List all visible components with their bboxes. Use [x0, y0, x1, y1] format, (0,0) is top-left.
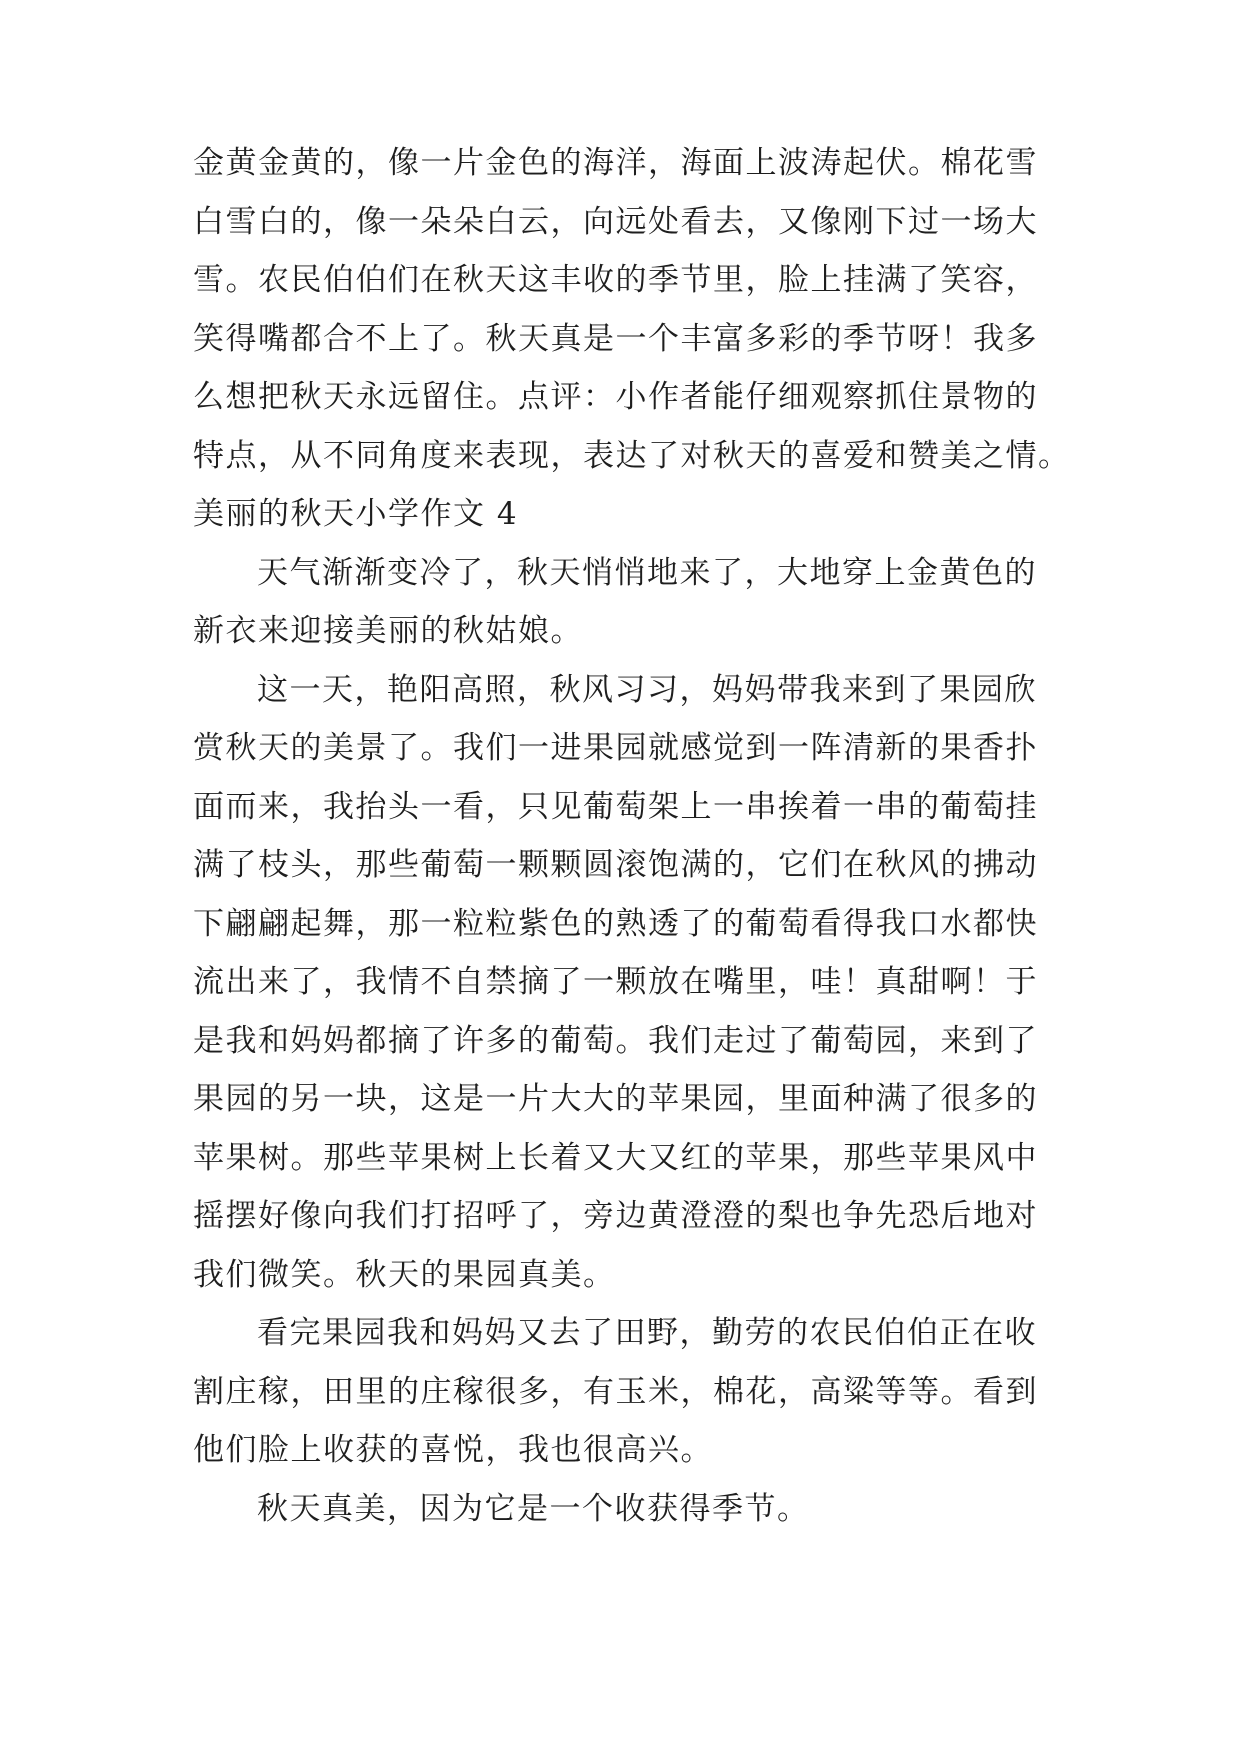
text-line: 他们脸上收获的喜悦，我也很高兴。	[193, 1432, 713, 1468]
text-line: 赏秋天的美景了。我们一进果园就感觉到一阵清新的果香扑	[193, 730, 1038, 766]
text-line: 是我和妈妈都摘了许多的葡萄。我们走过了葡萄园，来到了	[193, 1022, 1038, 1059]
text-line: 金黄金黄的，像一片金色的海洋，海面上波涛起伏。棉花雪	[193, 145, 1038, 181]
text-line: 果园的另一块，这是一片大大的苹果园，里面种满了很多的	[193, 1081, 1038, 1117]
text-line: 笑得嘴都合不上了。秋天真是一个丰富多彩的季节呀！我多	[193, 320, 1038, 357]
text-line: 特点，从不同角度来表现，表达了对秋天的喜爱和赞美之情。	[193, 437, 1071, 474]
text-line: 满了枝头，那些葡萄一颗颗圆滚饱满的，它们在秋风的拂动	[193, 847, 1038, 883]
text-line: 面而来，我抬头一看，只见葡萄架上一串挨着一串的葡萄挂	[193, 788, 1038, 825]
text-line: 下翩翩起舞，那一粒粒紫色的熟透了的葡萄看得我口水都快	[193, 905, 1038, 942]
text-line: 看完果园我和妈妈又去了田野，勤劳的农民伯伯正在收	[257, 1315, 1037, 1351]
text-line: 我们微笑。秋天的果园真美。	[193, 1256, 616, 1293]
text-line: 苹果树。那些苹果树上长着又大又红的苹果，那些苹果风中	[193, 1139, 1038, 1176]
text-line: 白雪白的，像一朵朵白云，向远处看去，又像刚下过一场大	[193, 203, 1038, 240]
text-line: 流出来了，我情不自禁摘了一颗放在嘴里，哇！真甜啊！于	[193, 964, 1038, 1000]
text-line: 割庄稼，田里的庄稼很多，有玉米，棉花，高粱等等。看到	[193, 1373, 1038, 1410]
essay-body	[193, 134, 1073, 1538]
text-line: 新衣来迎接美丽的秋姑娘。	[193, 613, 583, 649]
text-line: 摇摆好像向我们打招呼了，旁边黄澄澄的梨也争先恐后地对	[193, 1198, 1038, 1234]
text-line: 天气渐渐变冷了，秋天悄悄地来了，大地穿上金黄色的	[257, 554, 1037, 591]
text-line: 这一天，艳阳高照，秋风习习，妈妈带我来到了果园欣	[257, 671, 1037, 708]
text-line: 雪。农民伯伯们在秋天这丰收的季节里，脸上挂满了笑容，	[193, 262, 1038, 298]
section-title: 美丽的秋天小学作文 4	[193, 496, 519, 532]
text-line: 秋天真美，因为它是一个收获得季节。	[257, 1490, 810, 1527]
text-line: 么想把秋天永远留住。点评：小作者能仔细观察抓住景物的	[193, 379, 1038, 415]
